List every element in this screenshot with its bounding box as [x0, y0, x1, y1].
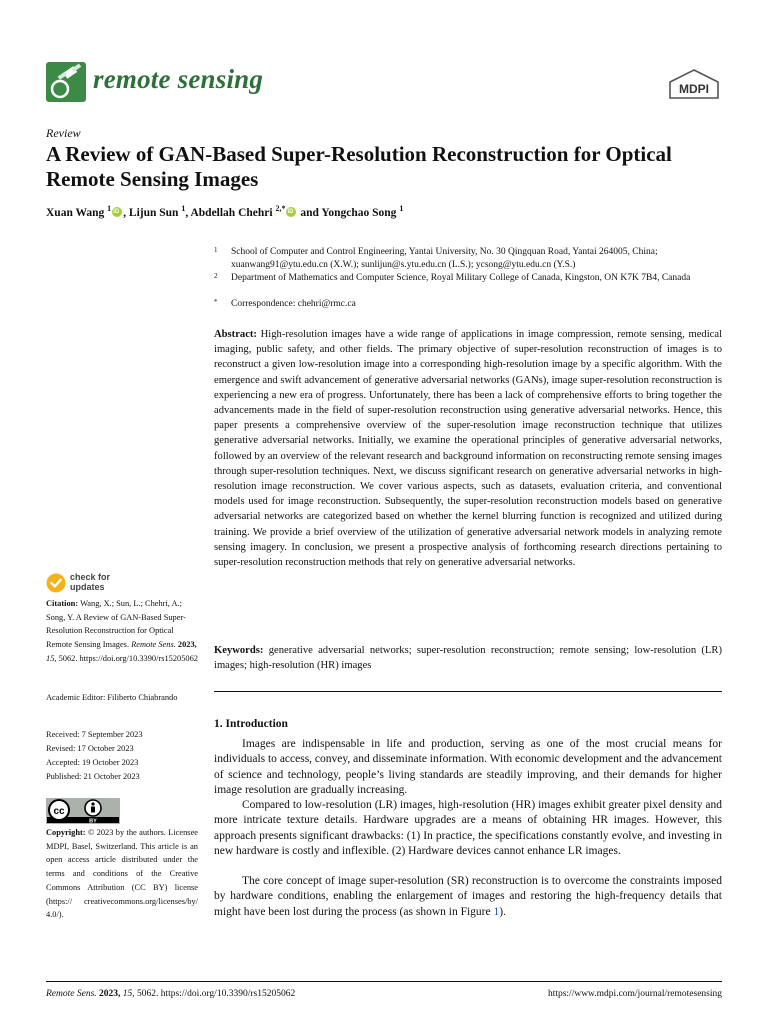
abstract [214, 327, 722, 570]
mdpi-logo-icon [666, 68, 722, 102]
check-for-updates-icon[interactable] [46, 573, 66, 593]
footer-doi[interactable]: 5062. https://doi.org/10.3390/rs15205062 [137, 989, 296, 999]
check-line-1: check for [70, 572, 111, 582]
author-affiliation-mark: 1 [107, 204, 112, 213]
author-name: Yongchao Song [321, 206, 397, 219]
author-affiliation-mark: 1 [399, 204, 404, 213]
footer-journal-url[interactable]: https://www.mdpi.com/journal/remotesensing [547, 989, 722, 999]
affiliation-number: 2 [214, 272, 218, 280]
author-affiliation-mark: 2,* [275, 204, 286, 213]
abstract-label: Abstract: [214, 329, 257, 340]
affiliation-2 [214, 272, 734, 285]
intro-paragraph-2: Compared to low-resolution (LR) images, high-resolution (HR) images exhibit greater pixel density and more intricate texture details. Hardware upgrades are a means of obtaining HR images. However, this approach presents significant drawbacks: (1) In practice, the specifications constantly evolve, and investing in new hardware is costly and inflexible. (2) Hardware devices cannot enhance LR images. [214, 799, 722, 857]
copyright-label: Copyright: [46, 828, 86, 837]
affiliation-number: * [214, 298, 218, 306]
cc-by-text: BY [89, 818, 97, 824]
orcid-icon[interactable] [112, 207, 122, 217]
author-name: Lijun Sun [128, 206, 179, 219]
svg-text:cc: cc [53, 806, 65, 817]
check-line-2: updates [70, 582, 105, 592]
keywords [214, 643, 722, 673]
affiliation-text: School of Computer and Control Engineering, Yantai University, No. 30 Qingquan Road, Yantai 264005, China; xuanwang91@ytu.edu.cn (X.W.); sunlijun@s.ytu.edu.cn (L.S.); ycsong@ytu.edu.cn (Y.S.) [231, 247, 658, 270]
author-name: Xuan Wang [46, 206, 105, 219]
citation-block [46, 597, 198, 666]
footer-divider [46, 981, 722, 982]
author-affiliation-mark: 1 [181, 204, 186, 213]
orcid-icon[interactable] [286, 207, 296, 217]
footer-citation [46, 989, 295, 999]
affiliation-1 [214, 246, 734, 272]
section-divider [214, 691, 722, 692]
date-revised: Revised: 17 October 2023 [46, 744, 134, 753]
citation-label: Citation: [46, 599, 79, 608]
date-accepted: Accepted: 19 October 2023 [46, 758, 139, 767]
section-heading: 1. Introduction [214, 718, 288, 730]
citation-journal: Remote Sens. [131, 640, 176, 650]
mdpi-logo-text: MDPI [679, 82, 709, 96]
paragraph-text: The core concept of image super-resolution (SR) reconstruction is to overcome the constraints imposed by hardware conditions, enabling the enlargement of images and restoring the high-frequency details that might have been lost during the process (as shown in Figure [214, 875, 722, 918]
citation-year: 2023, [177, 640, 197, 650]
paper-title: A Review of GAN-Based Super-Resolution Reconstruction for Optical Remote Sensing Images [46, 142, 672, 191]
footer-journal: Remote Sens. [46, 989, 97, 999]
footer-year: 2023, [99, 989, 121, 999]
affiliation-text: Department of Mathematics and Computer Science, Royal Military College of Canada, Kingston, ON K7K 7B4, Canada [231, 273, 691, 283]
figure-link[interactable]: 1 [493, 905, 500, 918]
check-for-updates-label[interactable] [70, 572, 110, 592]
affiliation-number: 1 [214, 246, 218, 254]
author-name: Abdellah Chehri [190, 206, 273, 219]
author-list: Xuan Wang $^1$iD , Lijun Sun $^1$, Abdellah Chehri $^{2,*}$iD and Yongchao Song $^1$ [46, 204, 403, 219]
keywords-text: generative adversarial networks; super-resolution reconstruction; remote sensing; low-resolution (LR) images; high-resolution (HR) images [214, 645, 722, 672]
intro-paragraph-3 [214, 874, 722, 920]
copyright-text: © 2023 by the authors. Licensee MDPI, Basel, Switzerland. This article is an open access article distributed under the terms and conditions of the Creative Commons Attribution (CC BY) license (https:// creativecommons.org/licenses/by/ 4.0/). [46, 828, 198, 920]
cc-by-license-icon[interactable] [46, 798, 120, 824]
citation-doi[interactable]: 5062. https://doi.org/10.3390/rs15205062 [58, 653, 198, 663]
academic-editor: Academic Editor: Filiberto Chiabrando [46, 693, 178, 702]
journal-name: remote sensing [93, 64, 264, 94]
citation-volume: 15, [46, 653, 57, 663]
keywords-label: Keywords: [214, 645, 264, 656]
article-type: Review [46, 126, 81, 140]
abstract-text: High-resolution images have a wide range of applications in image compression, remote sensing, medical imaging, public safety, and other fields. The primary objective of super-resolution reconstruction of images is to reconstruct a given low-resolution image into a corresponding high-resolution image by a specific algorithm. With the emergence and swift advancement of generative adversarial networks (GANs), image super-resolution reconstruction is experiencing a new era of progress. Unfortunately, there has been a lack of comprehensive efforts to bring together the advancements made in the field of super-resolution reconstruction using generative adversarial networks. Hence, this paper presents a comprehensive overview of the super-resolution image reconstruction technique that utilizes generative adversarial networks. Initially, we examine the operational principles of generative adversarial networks, followed by an overview of the relevant research and background information on reconstructing remote sensing images through super-resolution techniques. Next, we discuss significant research on generative adversarial networks in high-resolution image reconstruction. We cover various aspects, such as datasets, evaluation criteria, and conventional models used for image reconstruction. Subsequently, the super-resolution reconstruction models based on generative adversarial networks are categorized based on whether the kernel blurring function is recognized and utilized during training. We provide a brief overview of the utilization of generative adversarial network models in analyzing remote sensing imagery. In conclusion, we present a prospective analysis of forthcoming research directions pertaining to super-resolution reconstruction methods that rely on generative adversarial networks. [214, 329, 723, 569]
intro-paragraph-1: Images are indispensable in life and production, serving as one of the most crucial means for individuals to access, convey, and disseminate information. With economic development and the advancement of science and technology, people’s living standards are steadily improving, and their demands for higher image resolution are gradually increasing. [214, 738, 722, 796]
copyright-notice [46, 826, 198, 922]
date-published: Published: 21 October 2023 [46, 772, 140, 781]
affiliation-text: Correspondence: chehri@rmc.ca [231, 299, 356, 309]
remote-sensing-logo-icon [46, 62, 86, 102]
citation-text: Wang, X.; Sun, L.; Chehri, A.; Song, Y. A Review of GAN-Based Super-Resolution Reconstruction for Optical Remote Sensing Images. [46, 599, 186, 650]
footer-volume: 15, [122, 989, 135, 999]
correspondence [214, 298, 734, 311]
date-received: Received: 7 September 2023 [46, 730, 143, 739]
paragraph-text-end: ). [499, 905, 506, 918]
